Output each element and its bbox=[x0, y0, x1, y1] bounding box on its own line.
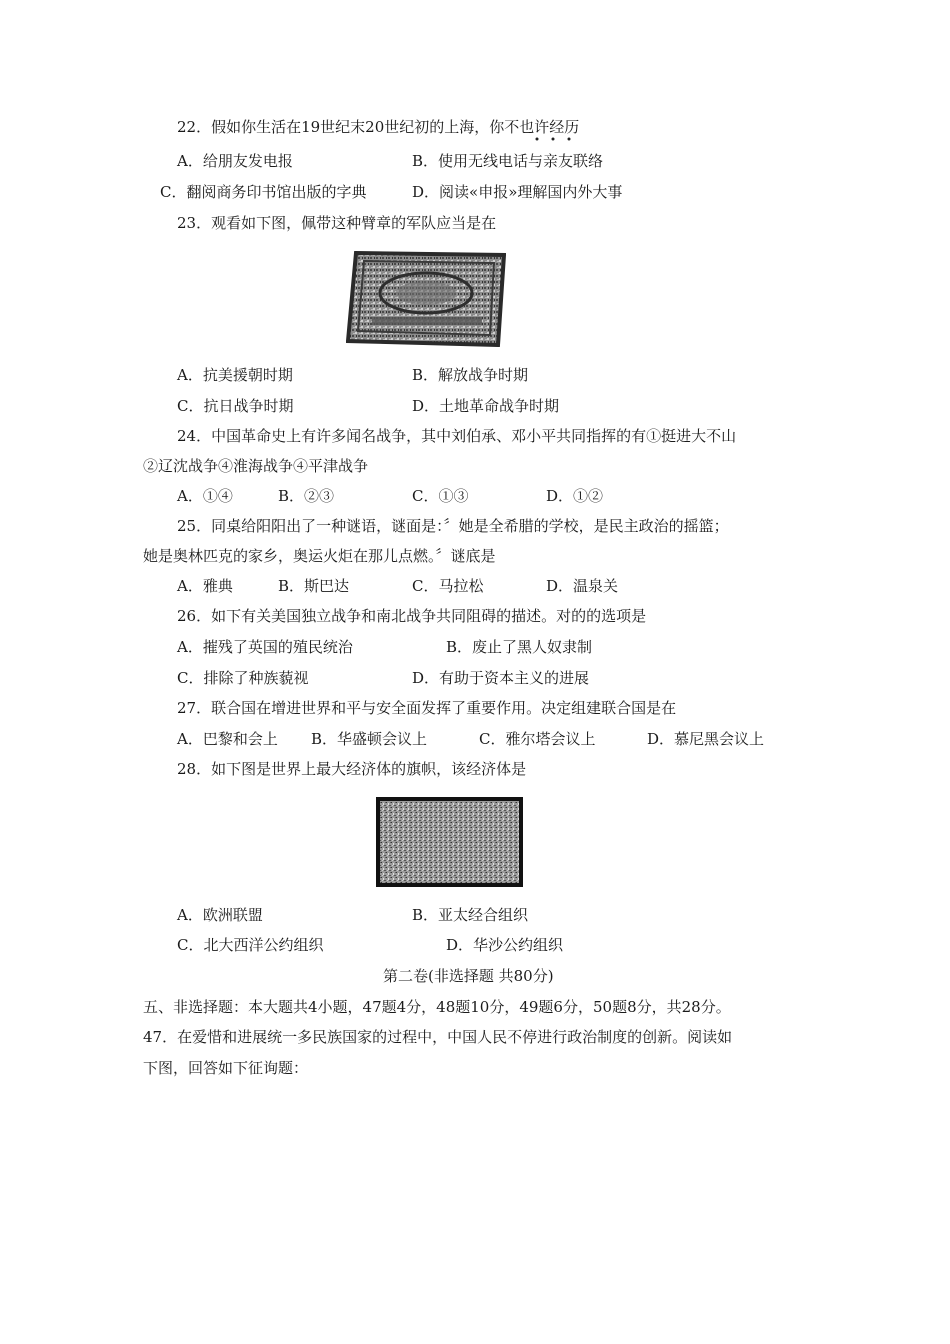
question-28-option-a[interactable]: A．欧洲联盟 bbox=[177, 906, 263, 924]
question-27-stem: 27．联合国在增进世界和平与安全面发挥了重要作用。决定组建联合国是在 bbox=[177, 699, 677, 717]
question-22-option-d[interactable]: D．阅读«申报»理解国内外大事 bbox=[412, 183, 623, 201]
question-27-option-b[interactable]: B．华盛顿会议上 bbox=[311, 730, 428, 748]
question-26-option-b[interactable]: B．废止了黑人奴隶制 bbox=[446, 638, 593, 656]
emphasis-dots bbox=[520, 136, 580, 144]
question-47-line1: 47．在爱惜和进展统一多民族国家的过程中，中国人民不停进行政治制度的创新。阅读如 bbox=[143, 1028, 733, 1046]
section-5-heading: 五、非选择题：本大题共4小题，47题4分，48题10分，49题6分，50题8分，共28分。 bbox=[143, 998, 731, 1016]
armband-photo-icon bbox=[346, 251, 506, 347]
question-23-option-d[interactable]: D．土地革命战争时期 bbox=[412, 397, 560, 415]
question-23-option-a[interactable]: A．抗美援朝时期 bbox=[177, 366, 293, 384]
question-23-option-b[interactable]: B．解放战争时期 bbox=[412, 366, 529, 384]
flag-photo-icon bbox=[376, 797, 523, 887]
question-28-option-b[interactable]: B．亚太经合组织 bbox=[412, 906, 529, 924]
question-22-stem bbox=[177, 117, 579, 137]
question-24-option-c[interactable]: C．①③ bbox=[412, 487, 469, 505]
question-24-option-b[interactable]: B．②③ bbox=[278, 487, 335, 505]
question-25-option-a[interactable]: A．雅典 bbox=[177, 577, 233, 595]
question-26-option-d[interactable]: D．有助于资本主义的进展 bbox=[412, 669, 590, 687]
question-22-stem-post: 经历 bbox=[549, 118, 580, 136]
question-26-option-a[interactable]: A．摧残了英国的殖民统治 bbox=[177, 638, 353, 656]
question-24-option-d[interactable]: D．①② bbox=[546, 487, 604, 505]
question-24-stem-line1: 24．中国革命史上有许多闻名战争，其中刘伯承、邓小平共同指挥的有①挺进大不山 bbox=[177, 427, 737, 445]
question-22-stem-pre: 22．假如你生活在19世纪末20世纪初的上海，你 bbox=[177, 118, 505, 136]
question-25-option-c[interactable]: C．马拉松 bbox=[412, 577, 484, 595]
question-22-emphasis: 不也许 bbox=[504, 118, 550, 136]
question-24-stem-line2: ②辽沈战争④淮海战争④平津战争 bbox=[143, 457, 369, 475]
question-27-option-d[interactable]: D．慕尼黑会议上 bbox=[647, 730, 765, 748]
question-25-option-b[interactable]: B．斯巴达 bbox=[278, 577, 350, 595]
question-28-option-c[interactable]: C．北大西洋公约组织 bbox=[177, 936, 324, 954]
question-25-stem-line2: 她是奥林匹克的家乡，奥运火炬在那儿点燃。〞谜底是 bbox=[143, 547, 496, 565]
question-22-option-c[interactable]: C．翻阅商务印书馆出版的字典 bbox=[160, 183, 367, 201]
question-23-option-c[interactable]: C．抗日战争时期 bbox=[177, 397, 294, 415]
question-27-option-c[interactable]: C．雅尔塔会议上 bbox=[479, 730, 596, 748]
question-22-option-a[interactable]: A．给朋友发电报 bbox=[177, 152, 293, 170]
question-27-option-a[interactable]: A．巴黎和会上 bbox=[177, 730, 278, 748]
question-22-option-b[interactable]: B．使用无线电话与亲友联络 bbox=[412, 152, 604, 170]
question-26-stem: 26．如下有关美国独立战争和南北战争共同阻碍的描述。对的的选项是 bbox=[177, 607, 647, 625]
question-23-stem: 23．观看如下图，佩带这种臂章的军队应当是在 bbox=[177, 214, 497, 232]
question-28-option-d[interactable]: D．华沙公约组织 bbox=[446, 936, 564, 954]
question-25-stem-line1: 25．同桌给阳阳出了一种谜语，谜面是：〞她是全希腊的学校，是民主政治的摇篮； bbox=[177, 517, 729, 535]
question-47-line2: 下图，回答如下征询题： bbox=[143, 1059, 309, 1077]
question-28-stem: 28．如下图是世界上最大经济体的旗帜，该经济体是 bbox=[177, 760, 527, 778]
question-24-option-a[interactable]: A．①④ bbox=[177, 487, 233, 505]
question-26-option-c[interactable]: C．排除了种族藐视 bbox=[177, 669, 309, 687]
question-25-option-d[interactable]: D．温泉关 bbox=[546, 577, 619, 595]
part-2-title: 第二卷(非选择题 共80分) bbox=[383, 967, 554, 985]
